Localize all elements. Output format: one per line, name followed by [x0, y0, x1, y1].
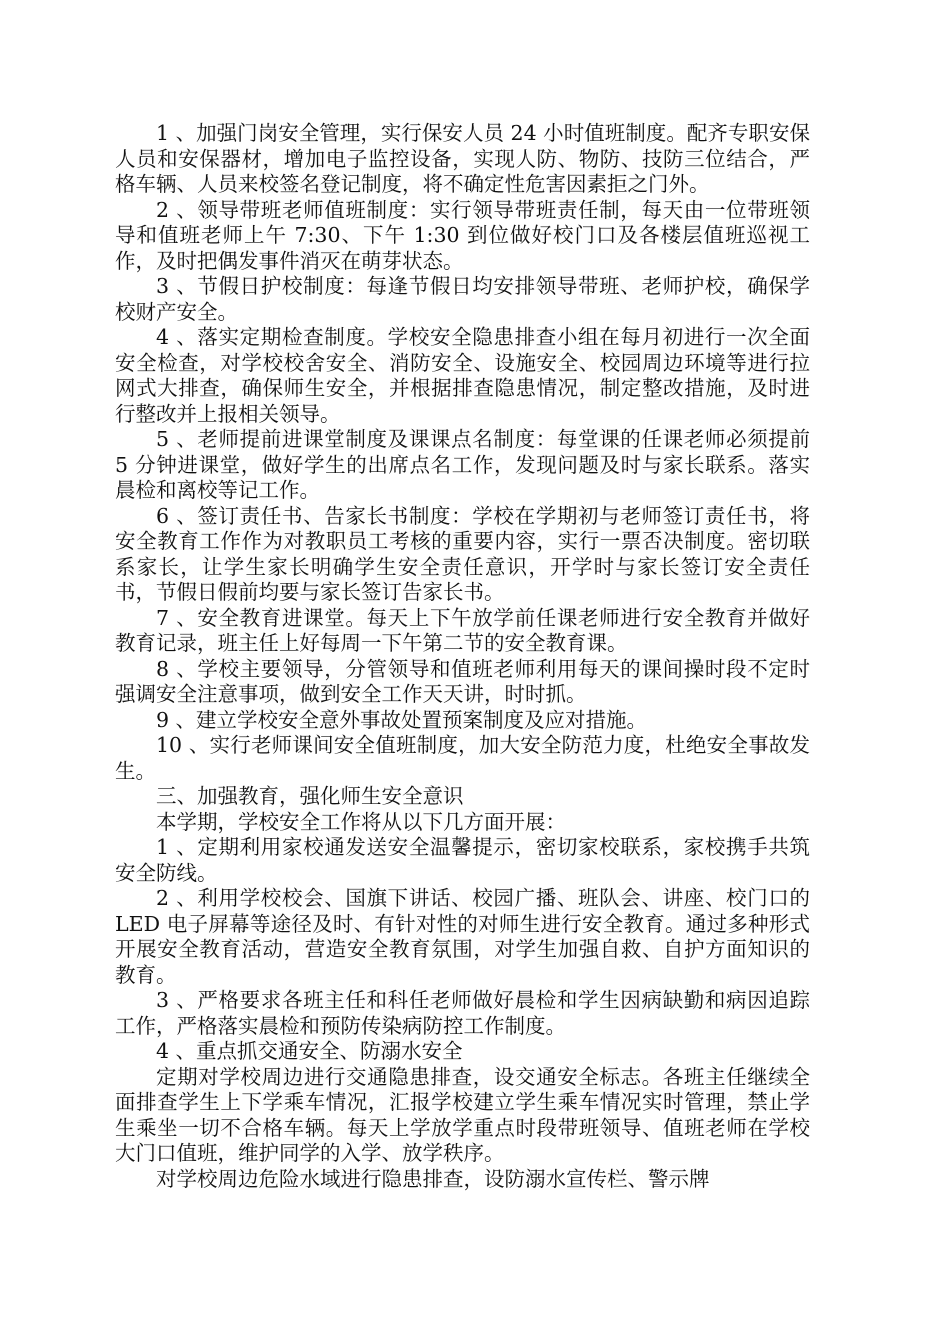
section-intro: 本学期，学校安全工作将从以下几方面开展： [156, 809, 566, 834]
paragraph-10: 10 、实行老师课间安全值班制度，加大安全防范力度，杜绝安全事故发生。 [115, 733, 810, 783]
paragraph-4: 4 、落实定期检查制度。学校安全隐患排查小组在每月初进行一次全面安全检查，对学校校舍安全、消防安全、设施安全、校园周边环境等进行拉网式大排查，确保师生安全，并根据排查隐患情况，制定整改措施，及时进行整改并上报相关领导。 [115, 325, 810, 426]
paragraph-8: 8 、学校主要领导，分管领导和值班老师利用每天的课间操时段不定时强调安全注意事项，做到安全工作天天讲，时时抓。 [115, 656, 810, 706]
paragraph-6: 6 、签订责任书、告家长书制度：学校在学期初与老师签订责任书，将安全教育工作作为对教职员工考核的重要内容，实行一票否决制度。密切联系家长，让学生家长明确学生安全责任意识，开学时与家长签订安全责任书，节假日假前均要与家长签订告家长书。 [115, 503, 810, 604]
education-item-3: 3 、严格要求各班主任和科任老师做好晨检和学生因病缺勤和病因追踪工作，严格落实晨检和预防传染病防控工作制度。 [115, 988, 810, 1038]
traffic-safety-paragraph: 定期对学校周边进行交通隐患排查，设交通安全标志。各班主任继续全面排查学生上下学乘车情况，汇报学校建立学生乘车情况实时管理，禁止学生乘坐一切不合格车辆。每天上学放学重点时段带班领导、值班老师在学校大门口值班，维护同学的入学、放学秩序。 [115, 1064, 810, 1165]
paragraph-9: 9 、建立学校安全意外事故处置预案制度及应对措施。 [156, 707, 648, 732]
paragraph-1: 1 、加强门岗安全管理，实行保安人员 24 小时值班制度。配齐专职安保人员和安保器材，增加电子监控设备，实现人防、物防、技防三位结合，严格车辆、人员来校签名登记制度，将不确定性危害因素拒之门外。 [115, 121, 810, 196]
education-item-2: 2 、利用学校校会、国旗下讲话、校园广播、班队会、讲座、校门口的 LED 电子屏幕等途径及时、有针对性的对师生进行安全教育。通过多种形式开展安全教育活动，营造安全教育氛围，对学生加强自救、自护方面知识的教育。 [115, 886, 810, 987]
education-item-4: 4 、重点抓交通安全、防溺水安全 [156, 1039, 463, 1063]
paragraph-7: 7 、安全教育进课堂。每天上下午放学前任课老师进行安全教育并做好教育记录，班主任上好每周一下午第二节的安全教育课。 [115, 605, 810, 655]
paragraph-2: 2 、领导带班老师值班制度：实行领导带班责任制，每天由一位带班领导和值班老师上午 7:30、下午 1:30 到位做好校门口及各楼层值班巡视工作，及时把偶发事件消灭在萌芽状态。 [115, 197, 810, 273]
paragraph-5: 5 、老师提前进课堂制度及课课点名制度：每堂课的任课老师必须提前 5 分钟进课堂，做好学生的出席点名工作，发现问题及时与家长联系。落实晨检和离校等记工作。 [115, 427, 810, 502]
education-item-1: 1 、定期利用家校通发送安全温馨提示，密切家校联系，家校携手共筑安全防线。 [115, 835, 810, 885]
section-heading: 三、加强教育，强化师生安全意识 [156, 784, 464, 808]
paragraph-3: 3 、节假日护校制度：每逢节假日均安排领导带班、老师护校，确保学校财产安全。 [115, 274, 810, 324]
document-body [115, 121, 810, 1192]
water-safety-paragraph: 对学校周边危险水域进行隐患排查，设防溺水宣传栏、警示牌 [156, 1166, 710, 1191]
